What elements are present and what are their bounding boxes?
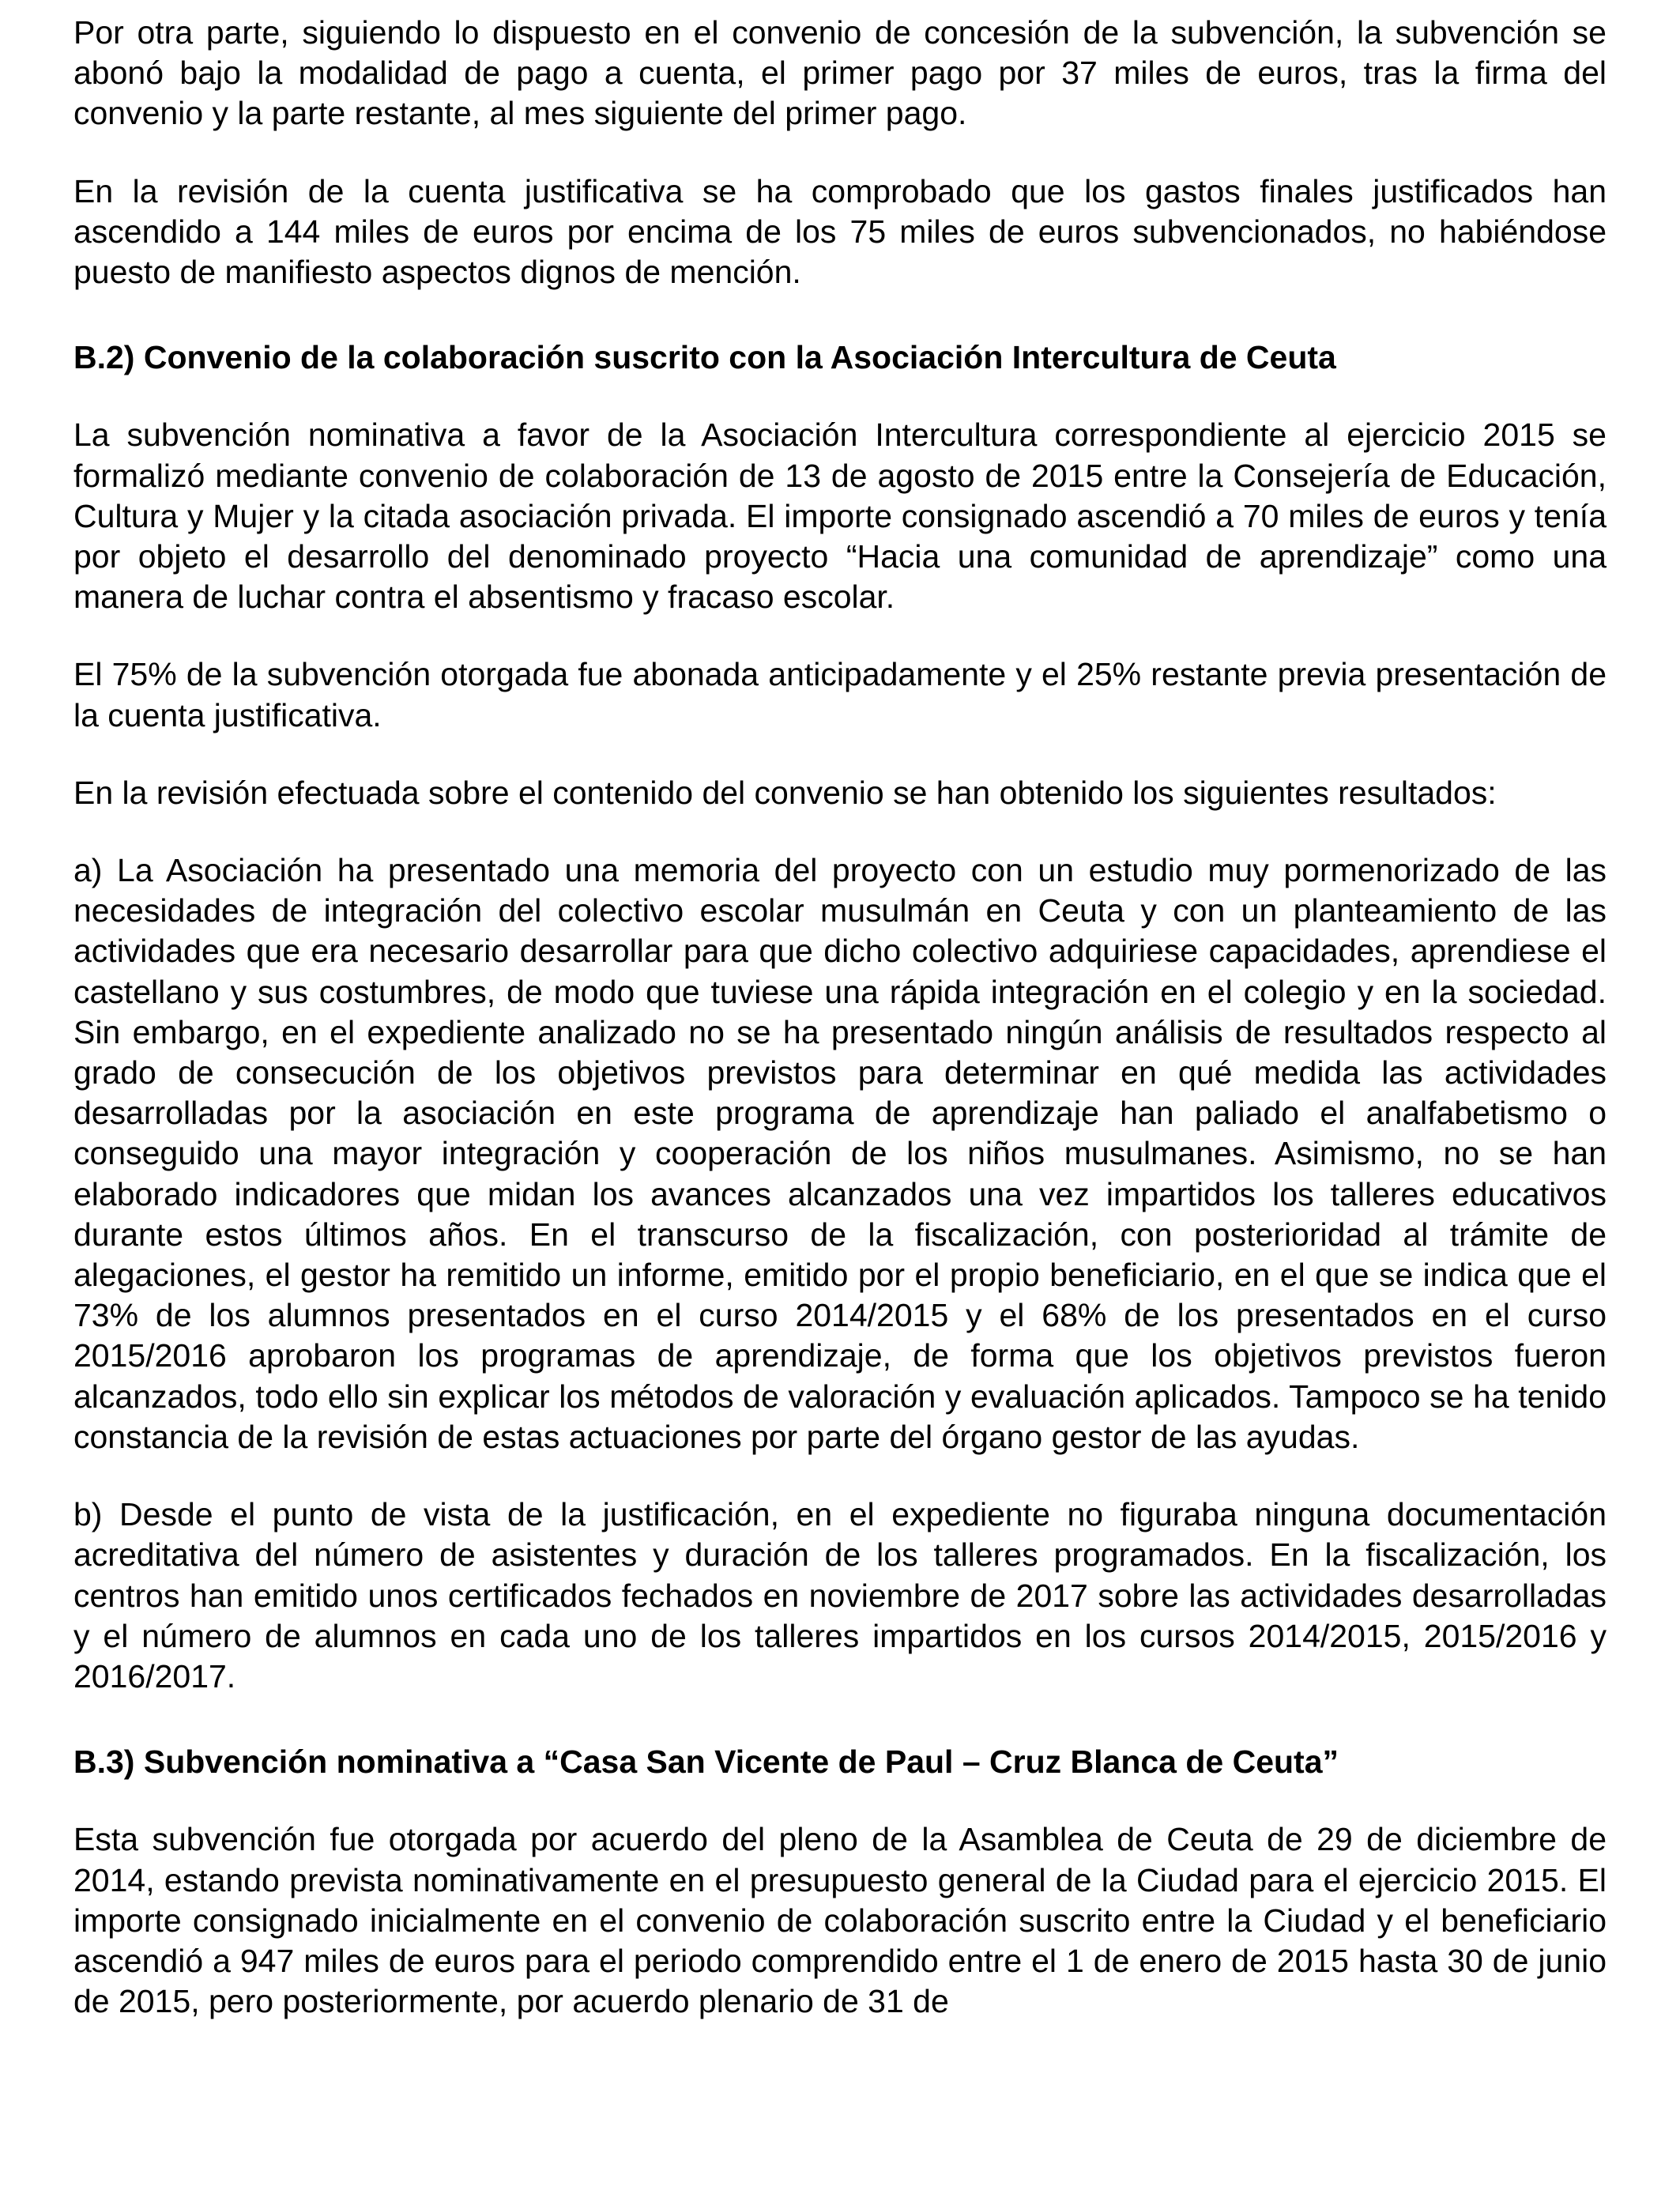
paragraph-finding-b: b) Desde el punto de vista de la justificación, en el expediente no figuraba ninguna documentación acreditativa del número de asistentes y duración de los talleres programados. En la fiscalización, los centros han emitido unos certificados fechados en noviembre de 2017 sobre las actividades desarrolladas y el número de alumnos en cada uno de los talleres impartidos en los cursos 2014/2015, 2015/2016 y 2016/2017. <box>73 1496 1607 1695</box>
paragraph-review-results-intro: En la revisión efectuada sobre el contenido del convenio se han obtenido los siguientes resultados: <box>73 774 1497 811</box>
paragraph-account-review: En la revisión de la cuenta justificativa se ha comprobado que los gastos finales justificados han ascendido a 144 miles de euros por encima de los 75 miles de euros subvencionados, no habiéndose puesto de manifiesto aspectos dignos de mención. <box>73 172 1607 291</box>
section-heading-b3: B.3) Subvención nominativa a “Casa San Vicente de Paul – Cruz Blanca de Ceuta” <box>73 1744 1339 1781</box>
paragraph-finding-a: a) La Asociación ha presentado una memoria del proyecto con un estudio muy pormenorizado de las necesidades de integración del colectivo escolar musulmán en Ceuta y con un planteamiento de las actividades que era necesario desarrollar para que dicho colectivo adquiriese capacidades, aprendiese el castellano y sus costumbres, de modo que tuviese una rápida integración en el colegio y en la sociedad. Sin embargo, en el expediente analizado no se ha presentado ningún análisis de resultados respecto al grado de consecución de los objetivos previstos para determinar en qué medida las actividades desarrolladas por la asociación en este programa de aprendizaje han paliado el analfabetismo o conseguido una mayor integración y cooperación de los niños musulmanes. Asimismo, no se han elaborado indicadores que midan los avances alcanzados una vez impartidos los talleres educativos durante estos últimos años. En el transcurso de la fiscalización, con posterioridad al trámite de alegaciones, el gestor ha remitido un informe, emitido por el propio beneficiario, en el que se indica que el 73% de los alumnos presentados en el curso 2014/2015 y el 68% de los presentados en el curso 2015/2016 aprobaron los programas de aprendizaje, de forma que los objetivos previstos fueron alcanzados, todo ello sin explicar los métodos de valoración y evaluación aplicados. Tampoco se ha tenido constancia de la revisión de estas actuaciones por parte del órgano gestor de las ayudas. <box>73 852 1607 1455</box>
paragraph-cruz-blanca-subsidy: Esta subvención fue otorgada por acuerdo del pleno de la Asamblea de Ceuta de 29 de diciembre de 2014, estando prevista nominativamente en el presupuesto general de la Ciudad para el ejercicio 2015. El importe consignado inicialmente en el convenio de colaboración suscrito entre la Ciudad y el beneficiario ascendió a 947 miles de euros para el periodo comprendido entre el 1 de enero de 2015 hasta 30 de junio de 2015, pero posteriormente, por acuerdo plenario de 31 de <box>73 1821 1607 2020</box>
section-heading-b2: B.2) Convenio de la colaboración suscrito con la Asociación Intercultura de Ceuta <box>73 339 1336 376</box>
paragraph-intercultura-agreement: La subvención nominativa a favor de la Asociación Intercultura correspondiente al ejercicio 2015 se formalizó mediante convenio de colaboración de 13 de agosto de 2015 entre la Consejería de Educación, Cultura y Mujer y la citada asociación privada. El importe consignado ascendió a 70 miles de euros y tenía por objeto el desarrollo del denominado proyecto “Hacia una comunidad de aprendizaje” como una manera de luchar contra el absentismo y fracaso escolar. <box>73 417 1607 616</box>
paragraph-advance-payment: El 75% de la subvención otorgada fue abonada anticipadamente y el 25% restante previa presentación de la cuenta justificativa. <box>73 656 1607 733</box>
paragraph-payment-terms: Por otra parte, siguiendo lo dispuesto en el convenio de concesión de la subvención, la subvención se abonó bajo la modalidad de pago a cuenta, el primer pago por 37 miles de euros, tras la firma del convenio y la parte restante, al mes siguiente del primer pago. <box>73 14 1607 132</box>
document-page <box>73 13 1607 2022</box>
